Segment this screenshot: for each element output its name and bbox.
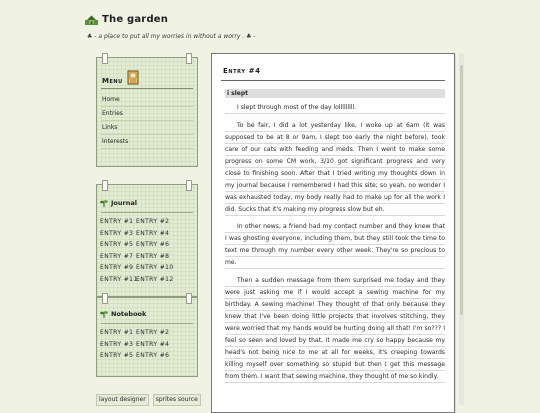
menu-title: Menu (102, 77, 123, 85)
menu-item-home[interactable]: Home (101, 93, 193, 107)
pin-left (102, 53, 108, 64)
scrollbar-thumb[interactable] (460, 65, 463, 315)
house-garden-icon (85, 14, 98, 25)
journal-entry-link[interactable]: ENTRY #10 (136, 264, 174, 271)
site-tagline: ♣ - a place to put all my worries in without a worry . ♣ - (87, 33, 256, 40)
entry-paragraph: Then a sudden message from them surprised me today and they were just asking me if I would accept a sewing machine for my birthday. A sewing machine! They thought of that only because they knew that I've been doing little projects that involves stitching, they were worried that my hands would be hurting doing all that! I'm so??? I feel so seen and loved by that, it made me cry so happy because my head's not being nice to me at all for weeks, it's creeping towards killing myself over something so stupid but then I get this message from them. I want that sewing machine, they thought of me so kindly. (225, 275, 445, 383)
journal-entry-link[interactable]: ENTRY #12 (136, 275, 174, 283)
layout-designer-link[interactable]: layout designer (96, 394, 149, 406)
journal-entry-link[interactable]: ENTRY #3 (100, 229, 134, 237)
sprites-source-link[interactable]: sprites source (153, 394, 201, 406)
notebook-panel (96, 297, 198, 377)
site-title-row (85, 14, 256, 25)
pin-left (102, 293, 108, 304)
notebook-entry-list (97, 324, 197, 362)
sprout-icon (100, 310, 108, 318)
journal-title: Journal (111, 199, 137, 207)
heading-divider (221, 80, 445, 81)
journal-entry-link[interactable]: ENTRY #5 (100, 241, 134, 248)
book-icon (127, 70, 139, 85)
notebook-header (97, 298, 197, 318)
pin-right (186, 53, 192, 64)
notebook-title: Notebook (111, 310, 147, 318)
site-title: The garden (102, 14, 169, 25)
notebook-entry-link[interactable]: ENTRY #2 (136, 329, 170, 336)
notebook-entry-link[interactable]: ENTRY #4 (136, 340, 170, 348)
notebook-entry-link[interactable]: ENTRY #3 (100, 340, 134, 348)
pin-right (186, 293, 192, 304)
journal-entry-link[interactable]: ENTRY #6 (136, 241, 170, 248)
entry-heading: Entry #4 (223, 67, 261, 75)
entry-subtitle: i slept (225, 89, 445, 98)
menu-item-interests[interactable]: Interests (101, 135, 193, 149)
journal-entry-link[interactable]: ENTRY #1 (100, 218, 134, 225)
journal-entry-link[interactable]: ENTRY #7 (100, 252, 134, 260)
entry-scrollbar[interactable] (459, 53, 464, 405)
menu-list (97, 93, 197, 149)
notebook-entry-link[interactable]: ENTRY #5 (100, 352, 134, 359)
journal-header (97, 185, 197, 207)
menu-divider (101, 88, 193, 89)
pin-left (102, 180, 108, 191)
journal-entry-link[interactable]: ENTRY #8 (136, 252, 170, 260)
entry-paragraph: I slept through most of the day lolllllllll. (225, 102, 445, 114)
notebook-entry-link[interactable]: ENTRY #6 (136, 352, 170, 359)
entry-panel (211, 53, 455, 413)
journal-entry-link[interactable]: ENTRY #2 (136, 218, 170, 225)
footer-links (96, 394, 201, 406)
journal-panel (96, 184, 198, 297)
entry-paragraph: In other news, a friend had my contact number and they knew that I was ghosting everyone, including them, but they still took the time to text me through my number every other week. They're so precious to me. (225, 221, 445, 269)
journal-entry-link[interactable]: ENTRY #9 (100, 264, 134, 271)
pin-right (186, 180, 192, 191)
sprout-icon (100, 199, 108, 207)
entry-paragraph: To be fair, I did a lot yesterday like, I woke up at 6am (it was supposed to be at 8 or 9am, I slept too early the night before), took care of our cats with feeding and meds. Then I went to make some progress on some CM work, 3/10 got significant progress and very close to finishing soon. After that I tried writing my thoughts down in my journal because I remembered I had this site; so yeah, no wonder I was exhausted today, my body really had to make up for all the work I did. Sucks that it's making my progress slow but eh. (225, 120, 445, 216)
journal-entry-list (97, 213, 197, 285)
entry-body (225, 102, 445, 383)
journal-entry-link[interactable]: ENTRY #4 (136, 229, 170, 237)
notebook-entry-link[interactable]: ENTRY #1 (100, 329, 134, 336)
menu-item-entries[interactable]: Entries (101, 107, 193, 121)
site-header (85, 14, 256, 40)
journal-entry-link[interactable]: ENTRY #11 (100, 275, 138, 283)
menu-panel (96, 57, 198, 167)
menu-item-links[interactable]: Links (101, 121, 193, 135)
menu-title-row (97, 58, 197, 85)
